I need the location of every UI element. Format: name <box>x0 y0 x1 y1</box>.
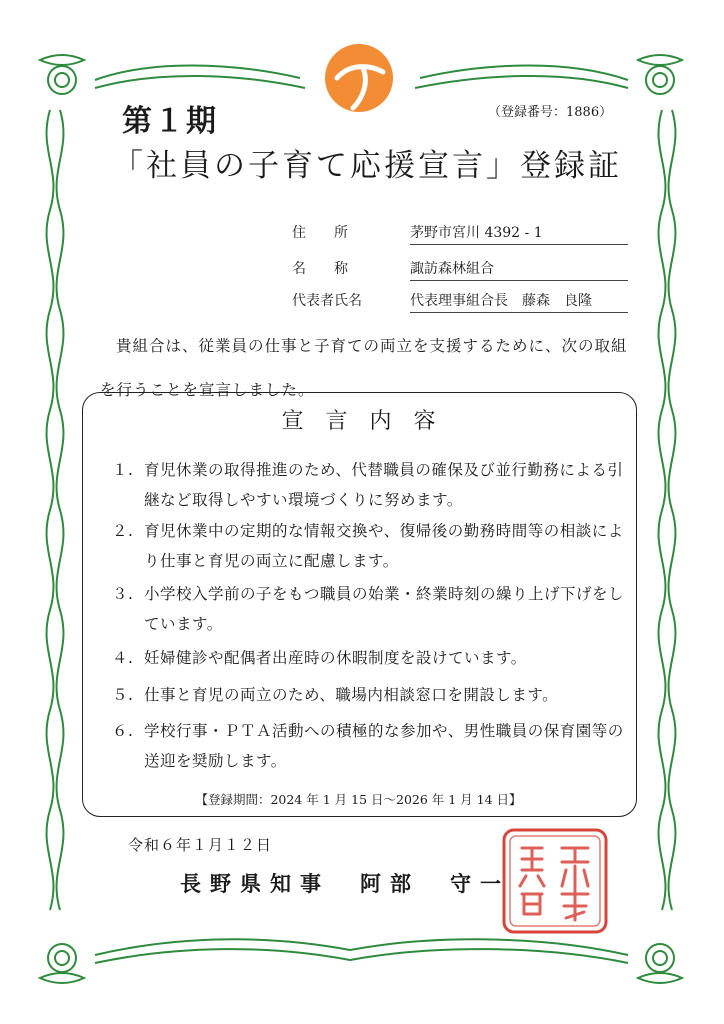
issue-date: 令和６年１月１２日 <box>128 836 273 854</box>
address-row <box>292 222 628 246</box>
item-text: 学校行事・ＰＴＡ活動への積極的な参加や、男性職員の保育園等の送迎を奨励します。 <box>144 722 624 770</box>
item-text: 育児休業の取得推進のため、代替職員の確保及び並行勤務による引継など取得しやすい環境づくりに努めます。 <box>144 461 624 509</box>
item-number: １. <box>112 461 134 479</box>
address-value: 茅野市宮川 4392 - 1 <box>410 222 628 245</box>
certificate-title: 「社員の子育て応援宣言」登録証 <box>112 148 622 184</box>
list-item <box>112 680 627 710</box>
list-item <box>112 455 627 515</box>
list-item <box>112 716 627 776</box>
registration-number: （登録番号：1886） <box>488 105 613 120</box>
item-text: 小学校入学前の子をもつ職員の始業・終業時刻の繰り上げ下げをしています。 <box>144 585 625 633</box>
representative-row <box>292 290 628 314</box>
item-number: ４. <box>112 649 134 667</box>
item-text: 妊婦健診や配偶者出産時の休暇制度を設けています。 <box>144 649 527 667</box>
governor-signature: 長野県知事 阿部 守一 <box>180 871 510 896</box>
declaration-title: 宣言内容 <box>281 409 458 434</box>
name-row <box>292 258 628 282</box>
list-item <box>112 579 627 639</box>
name-value: 諏訪森林組合 <box>410 258 628 281</box>
representative-value: 代表理事組合長 藤森 良隆 <box>410 290 628 313</box>
address-label: 住 所 <box>292 225 348 241</box>
representative-label: 代表者氏名 <box>292 293 362 309</box>
item-number: ２. <box>112 522 134 540</box>
intro-line-1: 貴組合は、従業員の仕事と子育ての両立を支援するために、次の取組 <box>116 337 628 355</box>
intro-line-2: を行うことを宣言しました。 <box>100 381 315 399</box>
list-item <box>112 643 627 673</box>
official-seal-icon <box>500 826 610 936</box>
registration-period: 【登録期間：2024 年 1 月 15 日～2026 年 1 月 14 日】 <box>195 792 522 807</box>
item-number: ６. <box>112 722 134 740</box>
name-label: 名 称 <box>292 261 348 277</box>
item-number: ３. <box>112 585 134 603</box>
emblem-logo-icon <box>323 42 395 114</box>
item-number: ５. <box>112 686 134 704</box>
list-item <box>112 516 627 576</box>
item-text: 育児休業中の定期的な情報交換や、復帰後の勤務時間等の相談により仕事と育児の両立に配慮します。 <box>144 522 624 570</box>
term-heading: 第１期 <box>122 104 218 139</box>
item-text: 仕事と育児の両立のため、職場内相談窓口を開設します。 <box>144 686 559 704</box>
